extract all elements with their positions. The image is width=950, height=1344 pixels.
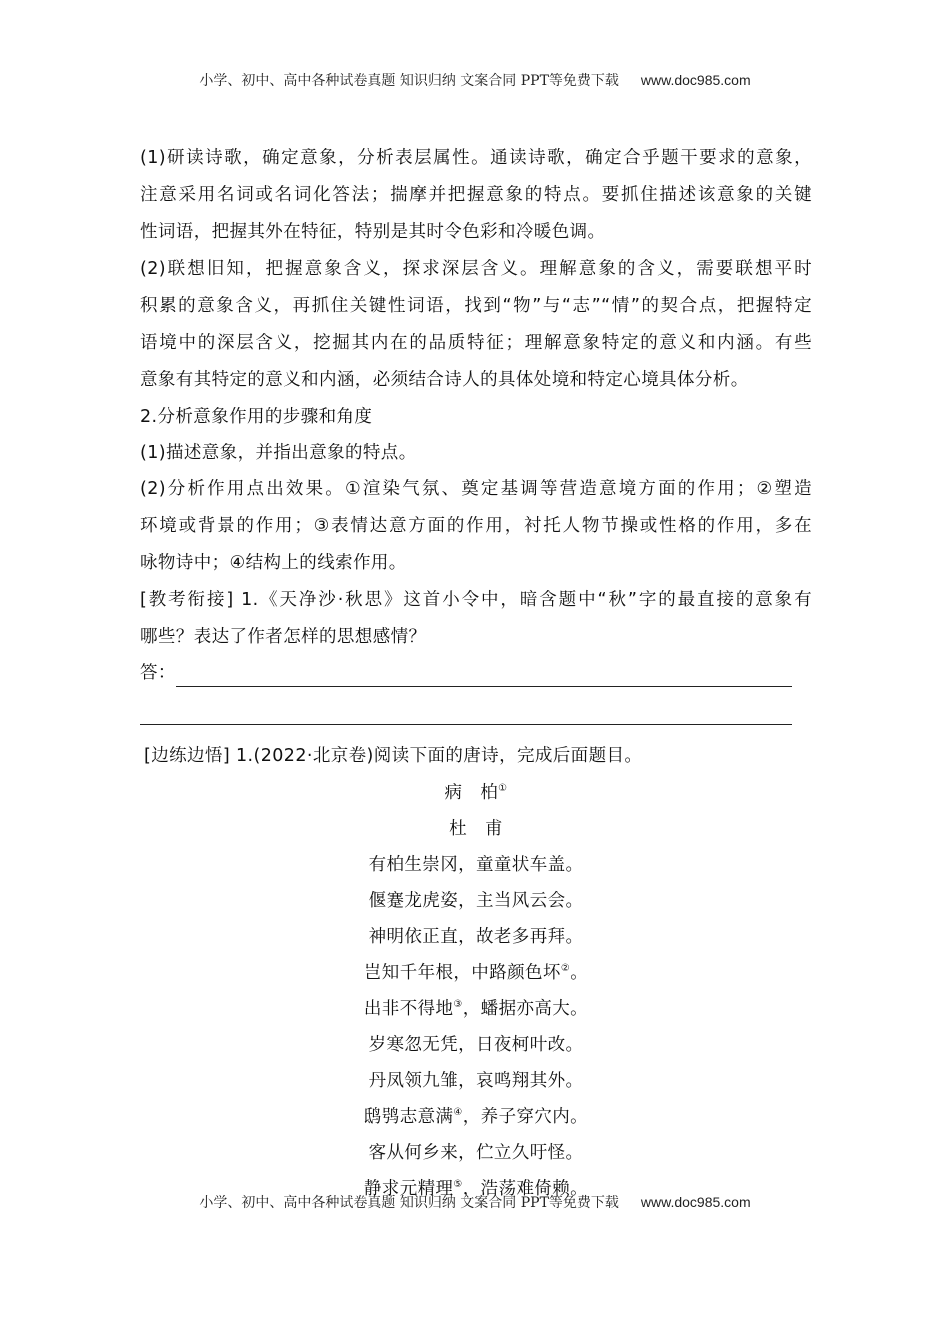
poem-line-4	[140, 955, 812, 991]
page-header	[0, 70, 950, 90]
poem-line-10-text: 静求元精理	[363, 1179, 454, 1199]
question-line1: [教考衔接] 1.《天净沙·秋思》这首小令中，暗含题中“秋”字的最直接的意象有	[140, 590, 812, 610]
footer-site-link[interactable]: www.doc985.com	[640, 1194, 751, 1210]
poem-line-7: 丹凤领九雏，哀鸣翔其外。	[368, 1071, 584, 1091]
para1-line3: 性词语，把握其外在特征，特别是其时令色彩和冷暖色调。	[140, 222, 606, 242]
poem-line-9: 客从何乡来，伫立久吁怪。	[368, 1143, 584, 1163]
poem-note-4: ④	[453, 1107, 463, 1119]
step2-line3: 咏物诗中；④结构上的线索作用。	[140, 553, 407, 573]
poem-title	[140, 775, 812, 811]
poem-line-8	[140, 1099, 812, 1135]
poem-line-8-text: 鸱鸮志意满	[363, 1107, 454, 1127]
poem-line-8-end: ，养子穿穴内。	[462, 1107, 589, 1127]
answer-line-1	[176, 686, 792, 687]
para2-line3: 语境中的深层含义，挖掘其内在的品质特征；理解意象特定的意义和内涵。有些	[140, 333, 812, 353]
poem-title-text: 病 柏	[444, 783, 499, 803]
step1-text: (1)描述意象，并指出意象的特点。	[140, 443, 417, 463]
header-site-link[interactable]: www.doc985.com	[640, 72, 751, 88]
para2-line1: (2)联想旧知，把握意象含义，探求深层含义。理解意象的含义，需要联想平时	[140, 259, 812, 279]
poem-line-1: 有柏生崇冈，童童状车盖。	[368, 855, 584, 875]
section-heading: 2.分析意象作用的步骤和角度	[140, 407, 373, 427]
poem-line-6: 岁寒忽无凭，日夜柯叶改。	[368, 1035, 584, 1055]
answer-label: 答：	[140, 663, 176, 683]
page-footer	[0, 1192, 950, 1212]
para1-line1: (1)研读诗歌，确定意象，分析表层属性。通读诗歌，确定合乎题干要求的意象，	[140, 148, 812, 168]
step2-line2: 环境或背景的作用；③表情达意方面的作用，衬托人物节操或性格的作用，多在	[140, 516, 812, 536]
poem-author: 杜 甫	[449, 819, 503, 839]
document-body	[140, 140, 812, 1207]
para1-line2: 注意采用名词或名词化答法；揣摩并把握意象的特点。要抓住描述该意象的关键	[140, 185, 812, 205]
practice-heading: [边练边悟] 1.(2022·北京卷)阅读下面的唐诗，完成后面题目。	[144, 746, 643, 766]
poem-line-4-end: 。	[570, 963, 589, 983]
answer-area-2[interactable]	[140, 690, 812, 728]
poem-line-10-end: ，浩荡难倚赖。	[462, 1179, 589, 1199]
header-text: 小学、初中、高中各种试卷真题 知识归纳 文案合同 PPT等免费下载	[199, 73, 619, 89]
poem-note-2: ②	[560, 963, 571, 975]
poem-line-3: 神明依正直，故老多再拜。	[368, 927, 584, 947]
para2-line4: 意象有其特定的意义和内涵，必须结合诗人的具体处境和特定心境具体分析。	[140, 370, 749, 390]
footer-text: 小学、初中、高中各种试卷真题 知识归纳 文案合同 PPT等免费下载	[199, 1195, 619, 1211]
question-line2: 哪些？表达了作者怎样的思想感情？	[140, 627, 427, 647]
step2-line1: (2)分析作用点出效果。①渲染气氛、奠定基调等营造意境方面的作用；②塑造	[140, 479, 812, 499]
answer-area[interactable]	[140, 656, 812, 690]
poem-line-5-text: 出非不得地	[363, 999, 454, 1019]
poem-line-5-end: ，蟠据亦高大。	[462, 999, 589, 1019]
answer-line-2	[140, 724, 792, 725]
poem-line-4-text: 岂知千年根，中路颜色坏	[363, 963, 561, 983]
poem-title-note: ①	[498, 783, 508, 795]
para2-line2: 积累的意象含义，再抓住关键性词语，找到“物”与“志”“情”的契合点，把握特定	[140, 296, 812, 316]
poem-note-5: ⑤	[453, 1179, 463, 1191]
poem-line-5	[140, 991, 812, 1027]
poem-line-2: 偃蹇龙虎姿，主当风云会。	[368, 891, 584, 911]
poem-note-3: ③	[453, 999, 463, 1011]
